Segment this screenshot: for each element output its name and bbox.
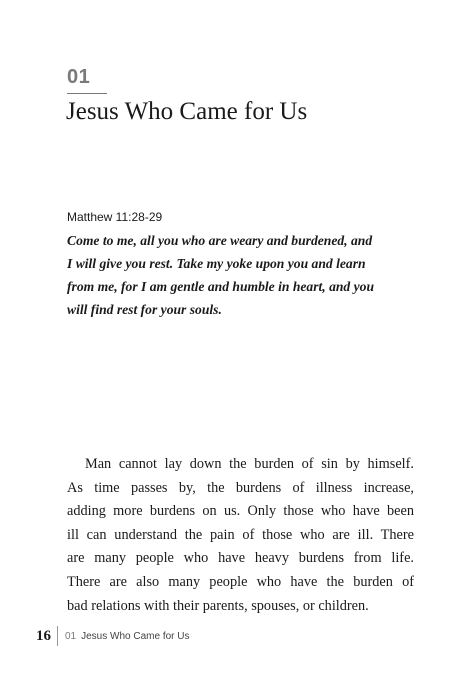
page-number: 16 [36,627,51,644]
body-line: Man cannot lay down the burden of sin by himself. [85,456,414,472]
scripture-line: I will give you rest. Take my yoke upon you and learn [67,256,366,271]
body-line: bad relations with their parents, spouses, or children. [67,597,369,614]
chapter-divider [67,93,107,94]
body-line: There are also many people who have the burden of [67,573,414,590]
running-head-title: Jesus Who Came for Us [81,630,190,642]
body-paragraph [67,453,414,618]
scripture-quote [67,229,409,321]
scripture-reference: Matthew 11:28-29 [67,210,163,224]
body-line: adding more burdens on us. Only those who have been [67,503,414,520]
body-line: are many people who have heavy burdens from life. [67,550,414,567]
running-head-chapter-number: 01 [65,630,77,642]
page-footer [36,626,190,646]
chapter-title: Jesus Who Came for Us [66,98,308,125]
running-head [65,631,190,642]
chapter-number: 01 [67,66,91,88]
body-line: As time passes by, the burdens of illness increase, [67,479,414,496]
body-line: ill can understand the pain of those who are ill. There [67,526,414,543]
scripture-line: from me, for I am gentle and humble in heart, and you [67,279,375,294]
scripture-line: will find rest for your souls. [67,302,222,317]
footer-divider [57,626,58,646]
scripture-line: Come to me, all you who are weary and burdened, and [67,233,373,248]
